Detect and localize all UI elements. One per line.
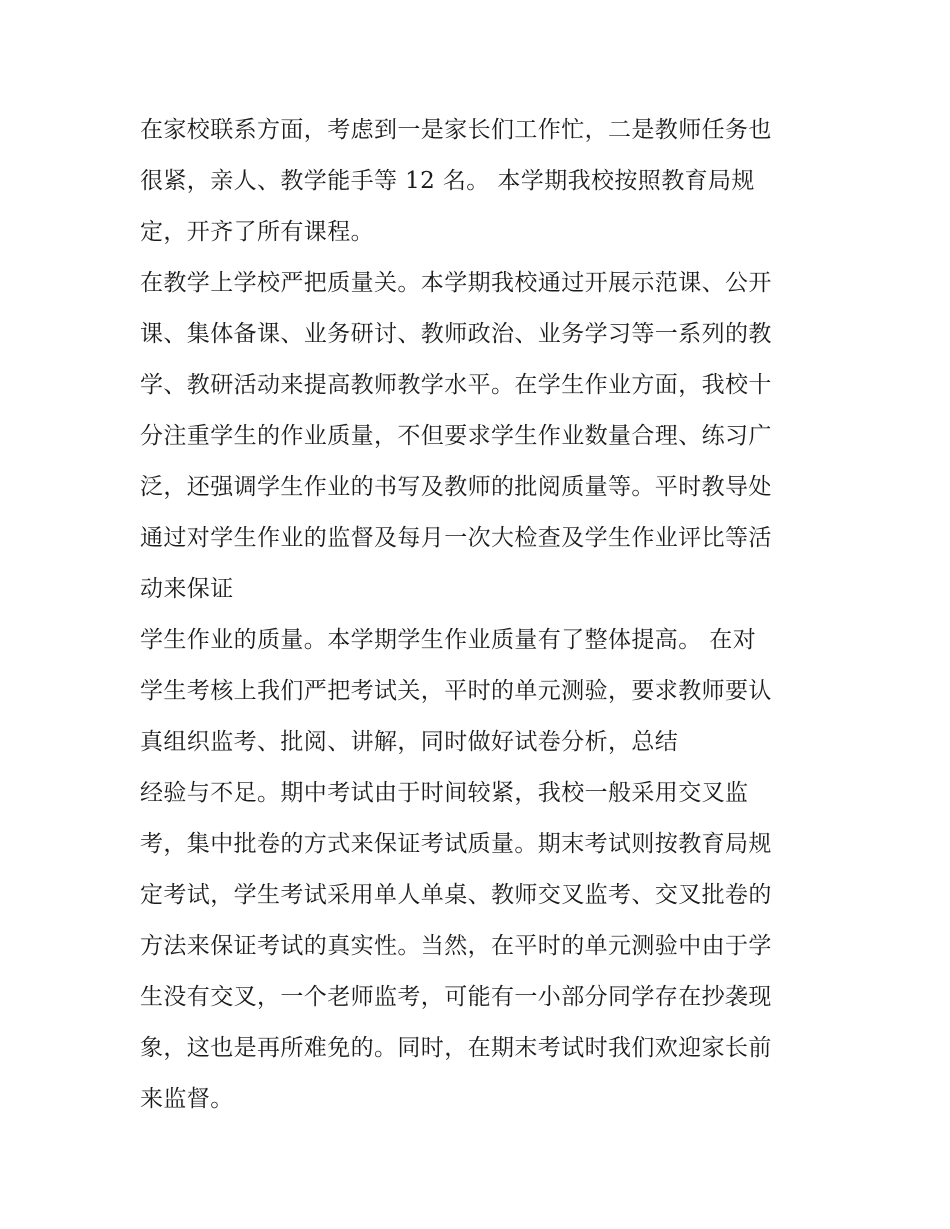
text-line: 生没有交叉，一个老师监考，可能有一小部分同学存在抄袭现	[140, 984, 772, 1010]
text-line: 学生作业的质量。本学期学生作业质量有了整体提高。 在对	[140, 627, 757, 653]
text-line: 学、教研活动来提高教师教学水平。在学生作业方面，我校十	[140, 372, 772, 398]
text-line: 泛，还强调学生作业的书写及教师的批阅质量等。平时教导处	[140, 474, 772, 500]
text-line: 定，开齐了所有课程。	[140, 219, 374, 245]
text-line: 定考试，学生考试采用单人单桌、教师交叉监考、交叉批卷的	[140, 882, 772, 908]
text-line: 动来保证	[140, 576, 234, 602]
text-line: 经验与不足。期中考试由于时间较紧，我校一般采用交叉监	[140, 780, 749, 806]
text-line: 学生考核上我们严把考试关，平时的单元测验，要求教师要认	[140, 678, 772, 704]
text-line: 方法来保证考试的真实性。当然，在平时的单元测验中由于学	[140, 933, 772, 959]
text-line: 象，这也是再所难免的。同时，在期末考试时我们欢迎家长前	[140, 1035, 772, 1061]
text-line: 课、集体备课、业务研讨、教师政治、业务学习等一系列的教	[140, 321, 772, 347]
body-text	[140, 105, 830, 1125]
text-line: 在家校联系方面，考虑到一是家长们工作忙，二是教师任务也	[140, 117, 772, 143]
text-line: 考，集中批卷的方式来保证考试质量。期末考试则按教育局规	[140, 831, 772, 857]
text-line: 分注重学生的作业质量，不但要求学生作业数量合理、练习广	[140, 423, 772, 449]
text-line: 来监督。	[140, 1086, 234, 1112]
text-line: 在教学上学校严把质量关。本学期我校通过开展示范课、公开	[140, 270, 772, 296]
text-line: 真组织监考、批阅、讲解，同时做好试卷分析，总结	[140, 729, 679, 755]
text-line: 很紧，亲人、教学能手等 12 名。 本学期我校按照教育局规	[140, 168, 755, 194]
text-line: 通过对学生作业的监督及每月一次大检查及学生作业评比等活	[140, 525, 772, 551]
